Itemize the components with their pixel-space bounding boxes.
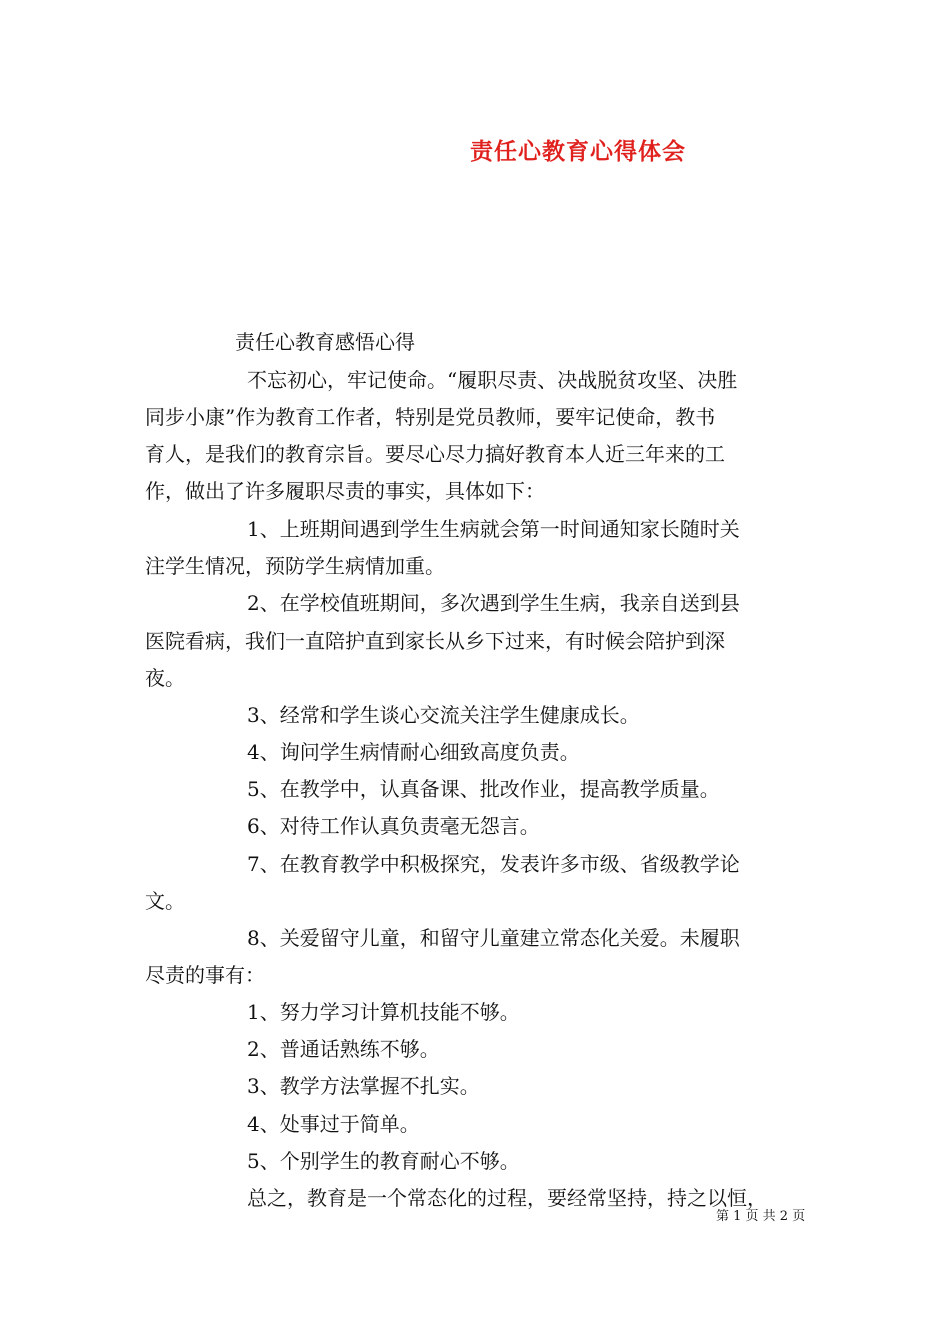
paragraph-line: 不忘初心，牢记使命。“履职尽责、决战脱贫攻坚、决胜 [247, 368, 738, 392]
paragraph-line: 3、经常和学生谈心交流关注学生健康成长。 [247, 703, 640, 727]
paragraph-line: 8、关爱留守儿童，和留守儿童建立常态化关爱。未履职 [247, 926, 740, 950]
paragraph-line: 文。 [145, 889, 185, 913]
paragraph-line: 夜。 [145, 666, 185, 690]
paragraph-line: 7、在教育教学中积极探究，发表许多市级、省级教学论 [247, 852, 740, 876]
paragraph-line: 6、对待工作认真负责毫无怨言。 [247, 814, 540, 838]
paragraph-line: 总之，教育是一个常态化的过程，要经常坚持，持之以恒， [247, 1186, 767, 1210]
paragraph-line: 1、上班期间遇到学生生病就会第一时间通知家长随时关 [247, 517, 740, 541]
paragraph-line: 育人，是我们的教育宗旨。要尽心尽力搞好教育本人近三年来的工 [145, 442, 725, 466]
paragraph-line: 1、努力学习计算机技能不够。 [247, 1000, 520, 1024]
paragraph-line: 2、普通话熟练不够。 [247, 1037, 440, 1061]
document-title: 责任心教育心得体会 [470, 138, 686, 165]
document-subtitle: 责任心教育感悟心得 [235, 330, 415, 354]
paragraph-line: 医院看病，我们一直陪护直到家长从乡下过来，有时候会陪护到深 [145, 629, 725, 653]
paragraph-line: 4、询问学生病情耐心细致高度负责。 [247, 740, 580, 764]
paragraph-line: 同步小康”作为教育工作者，特别是党员教师，要牢记使命，教书 [145, 405, 716, 429]
paragraph-line: 4、处事过于简单。 [247, 1112, 420, 1136]
paragraph-line: 注学生情况，预防学生病情加重。 [145, 554, 445, 578]
page-number-footer: 第 1 页 共 2 页 [716, 1209, 806, 1224]
paragraph-line: 尽责的事有： [145, 963, 265, 987]
paragraph-line: 作，做出了许多履职尽责的事实，具体如下： [145, 479, 545, 503]
paragraph-line: 3、教学方法掌握不扎实。 [247, 1074, 480, 1098]
paragraph-line: 2、在学校值班期间，多次遇到学生生病，我亲自送到县 [247, 591, 740, 615]
paragraph-line: 5、个别学生的教育耐心不够。 [247, 1149, 520, 1173]
paragraph-line: 5、在教学中，认真备课、批改作业，提高教学质量。 [247, 777, 720, 801]
